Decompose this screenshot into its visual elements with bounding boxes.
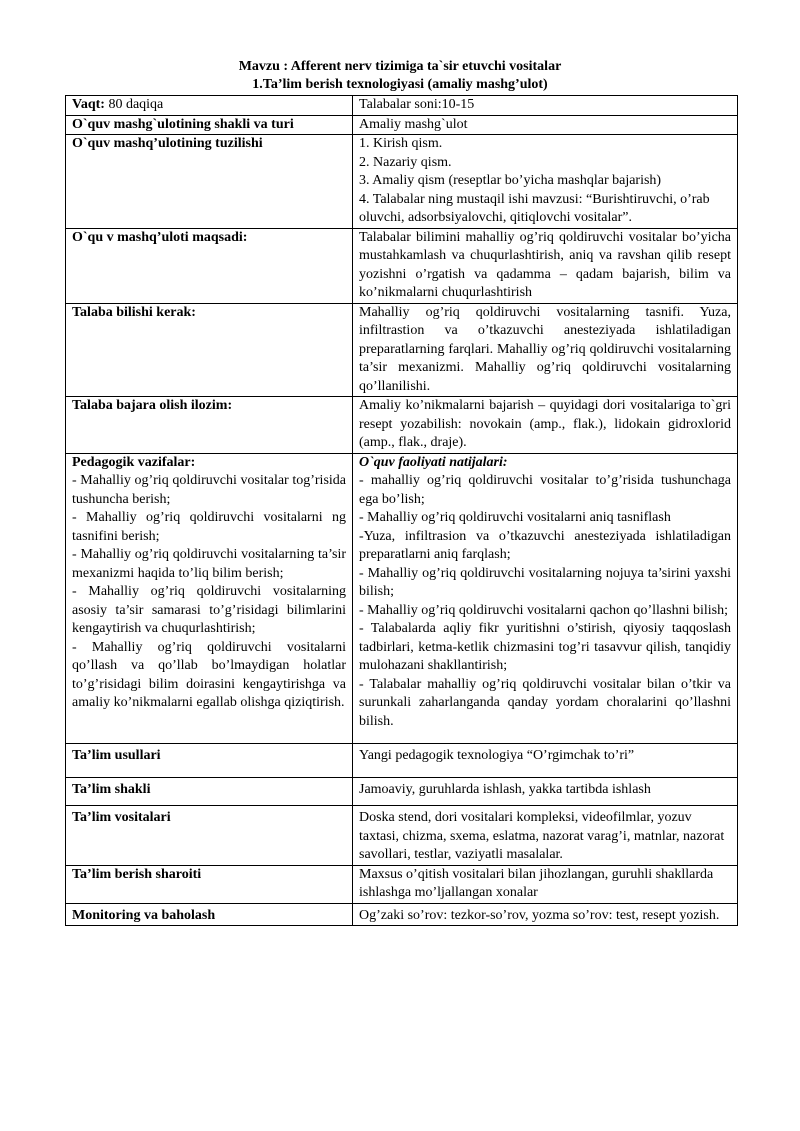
conditions-label: Ta’lim berish sharoiti <box>66 865 353 903</box>
row-conditions <box>66 865 738 903</box>
time-label: Vaqt: <box>72 97 105 112</box>
row-goal <box>66 228 738 303</box>
tasks-label: Pedagogik vazifalar: <box>72 454 196 470</box>
tools-value: Doska stend, dori vositalari kompleksi, videofilmlar, yozuv taxtasi, chizma, sxema, eslatma, nazorat varag’i, matnlar, nazorat savollari, testlar, vaziyatli masalalar. <box>353 806 738 866</box>
document-title: Mavzu : Afferent nerv tizimiga ta`sir etuvchi vositalar <box>238 59 562 74</box>
result-item: - Mahalliy og’riq qoldiruvchi vositalarni qachon qo’llashni bilish; <box>359 602 728 618</box>
results-label: O`quv faoliyati natijalari: <box>359 454 508 470</box>
structure-item: 3. Amaliy qism (reseptlar bo’yicha mashqlar bajarish) <box>359 173 662 188</box>
row-structure <box>66 135 738 229</box>
know-value: Mahalliy og’riq qoldiruvchi vositalarning tasnifi. Yuza, infiltrastion va o’tkazuvchi anesteziyada ishlatiladigan preparatlarning farqlari. Mahalliy og’riq qoldiruvchi vositalarning ta’sir mexanizmi. Mahalliy og’riq qoldiruvchi vositalarning qo’llanilishi. <box>353 303 738 397</box>
conditions-value: Maxsus o’qitish vositalari bilan jihozlangan, guruhli shakllarda ishlashga mo’ljallangan xonalar <box>353 865 738 903</box>
lesson-plan-table <box>65 95 738 926</box>
methods-value: Yangi pedagogik texnologiya “O’rgimchak to’ri” <box>353 744 738 778</box>
form-value: Amaliy mashg`ulot <box>353 115 738 135</box>
goal-value: Talabalar bilimini mahalliy og’riq qoldiruvchi vositalar bo’yicha mustahkamlash va chuqurlashtirish, aniq va ravshan qilib resept yozishni o’rgatish va qadamma – qadam bajarish, bilim va ko’nikmalarni chuqurlashtirish <box>353 228 738 303</box>
task-item: - Mahalliy og’riq qoldiruvchi vositalarning asosiy ta’sir samarasi to’g’risidagi bilimlarini kengaytirish va chuqurlashtirish; <box>72 584 346 636</box>
monitoring-value: Og’zaki so’rov: tezkor-so’rov, yozma so’rov: test, resept yozish. <box>353 903 738 926</box>
must-label: Talaba bajara olish ilozim: <box>66 397 353 454</box>
time-value: 80 daqiqa <box>104 97 164 112</box>
task-item: - Mahalliy og’riq qoldiruvchi vositalar tog’risida tushuncha berish; <box>72 473 346 507</box>
result-item: - mahalliy og’riq qoldiruvchi vositalar to’g’risida tushunchaga ega bo’lish; <box>359 473 731 507</box>
row-tasks <box>66 453 738 744</box>
task-item: - Mahalliy og’riq qoldiruvchi vositalarni ng tasnifini berish; <box>72 510 346 544</box>
know-label: Talaba bilishi kerak: <box>66 303 353 397</box>
structure-label: O`quv mashq’ulotining tuzilishi <box>66 135 353 229</box>
structure-list <box>353 135 738 229</box>
result-item: - Mahalliy og’riq qoldiruvchi vositalarni aniq tasniflash <box>359 510 671 525</box>
row-format <box>66 778 738 806</box>
methods-label: Ta’lim usullari <box>66 744 353 778</box>
monitoring-label: Monitoring va baholash <box>66 903 353 926</box>
row-time <box>66 96 738 116</box>
tasks-cell <box>66 453 353 744</box>
row-tools <box>66 806 738 866</box>
row-form <box>66 115 738 135</box>
form-label: O`quv mashg`ulotining shakli va turi <box>66 115 353 135</box>
format-label: Ta’lim shakli <box>66 778 353 806</box>
task-item: - Mahalliy og’riq qoldiruvchi vositalarni qo’llash va qo’llab bo’lmaydigan holatlar to’g’risidagi bilim doirasini kengaytirishga va amaliy ko’nikmalarni egallab olishga qiziqtirish. <box>72 639 346 710</box>
row-know <box>66 303 738 397</box>
result-item: - Talabalar mahalliy og’riq qoldiruvchi vositalar bilan o’tkir va surunkali zaharlanganda qanday yordam choralarini qo’llashni bilish. <box>359 676 731 729</box>
results-cell <box>353 453 738 744</box>
students-count: Talabalar soni:10-15 <box>353 96 738 116</box>
result-item: -Yuza, infiltrasion va o’tkazuvchi anesteziyada ishlatiladigan preparatlarni aniq farqlash; <box>359 528 731 562</box>
time-cell <box>66 96 353 116</box>
must-value: Amaliy ko’nikmalarni bajarish – quyidagi dori vositalariga to`gri resept yozabilish: novokain (amp., flak.), lidokain gidroxlorid (amp., flak., draje). <box>353 397 738 454</box>
results-spacer <box>359 731 731 743</box>
row-methods <box>66 744 738 778</box>
structure-item: 4. Talabalar ning mustaqil ishi mavzusi: “Burishtiruvchi, o’rab oluvchi, adsorbsiyalovchi, qitiqlovchi vositalar”. <box>359 191 710 225</box>
format-value: Jamoaviy, guruhlarda ishlash, yakka tartibda ishlash <box>353 778 738 806</box>
structure-item: 1. Kirish qism. <box>359 136 443 151</box>
tools-label: Ta’lim vositalari <box>66 806 353 866</box>
result-item: - Mahalliy og’riq qoldiruvchi vositalarning nojuya ta’sirini yaxshi bilish; <box>359 565 731 599</box>
row-must <box>66 397 738 454</box>
goal-label: O`qu v mashq’uloti maqsadi: <box>66 228 353 303</box>
row-monitoring <box>66 903 738 926</box>
document-subtitle: 1.Ta’lim berish texnologiyasi (amaliy mashg’ulot) <box>252 77 548 92</box>
structure-item: 2. Nazariy qism. <box>359 154 452 170</box>
task-item: - Mahalliy og’riq qoldiruvchi vositalarning ta’sir mexanizmi haqida to’liq bilim berish; <box>72 547 346 581</box>
result-item: - Talabalarda aqliy fikr yuritishni o’stirish, qiyosiy taqqoslash tadbirlari, ketma-ketlik chizmasini tog’ri tasavvur qilish, tanqidiy mulohazani shakllantirish; <box>359 621 731 673</box>
